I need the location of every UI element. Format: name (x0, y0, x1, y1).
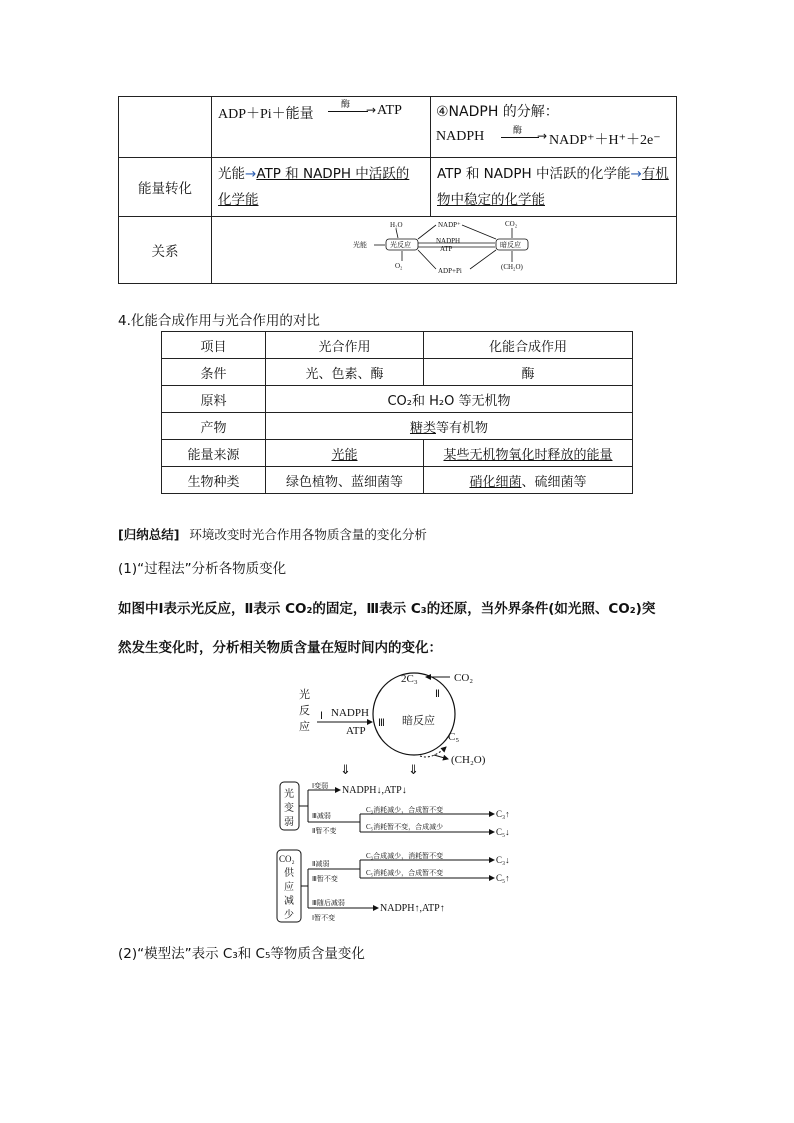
light-energy: 光能 (218, 166, 245, 182)
box2-char: 少 (284, 910, 294, 921)
box1-char: 变 (284, 803, 294, 814)
h2o-arrow (396, 229, 398, 238)
header-chemosynthesis: 化能合成作用 (424, 332, 633, 359)
table-row (162, 359, 633, 386)
diag-atp: ATP (440, 245, 453, 253)
diag-dark-rxn: 暗反应 (500, 241, 521, 249)
cell: 绿色植物、蓝细菌等 (266, 467, 424, 494)
b1-r2: C₅消耗暂不变，合成减少 (366, 823, 444, 831)
b2-r1: C₃合成减少，消耗暂不变 (366, 852, 444, 860)
cell: 某些无机物氧化时释放的能量 (424, 440, 633, 467)
cell (424, 467, 633, 494)
cell: CO₂和 H₂O 等无机物 (266, 386, 633, 413)
arrow-icon: → (245, 166, 257, 182)
cell: 光、色素、酶 (266, 359, 424, 386)
diag-nadph: NADPH (436, 237, 461, 245)
eq-arrow-line (501, 137, 539, 138)
b2-iii: Ⅲ暂不变 (312, 875, 338, 883)
label-guang: 光 (299, 689, 310, 701)
p1-line2: 然发生变化时，分析相关物质含量在短时间内的变化： (118, 640, 442, 656)
b2-i: Ⅰ暂不变 (312, 914, 336, 922)
diag-co2: CO₂ (505, 220, 518, 228)
arrow-icon: → (630, 166, 642, 182)
chem-energy: 化学能 (218, 192, 259, 208)
table-header-row (162, 332, 633, 359)
label-dark: 暗反应 (402, 715, 435, 727)
nadph-title: ④NADPH 的分解： (436, 104, 559, 120)
label-ying: 应 (299, 721, 310, 733)
diag-ch2o: (CH₂O) (501, 263, 523, 271)
b1-r1: C₃消耗减少，合成暂不变 (366, 806, 444, 814)
arrow-head-icon: → (537, 129, 548, 143)
box2-char: 供 (284, 868, 294, 879)
header-photosynthesis: 光合作用 (266, 332, 424, 359)
table1-r1-c3 (431, 97, 677, 158)
label-atp: ATP (346, 725, 366, 737)
relation-diagram-cell (212, 217, 677, 284)
enzyme-label: 酶 (513, 126, 523, 136)
cell: 光能 (266, 440, 424, 467)
enzyme-label: 酶 (341, 100, 351, 110)
diag-h2o: H₂O (390, 221, 403, 229)
process-diagram (270, 664, 520, 936)
ch2o-arrow (434, 755, 448, 759)
stable-chem-energy: 物中稳定的化学能 (437, 192, 545, 208)
b2-ii: Ⅱ减弱 (312, 860, 330, 868)
diag-light-rxn: 光反应 (390, 241, 411, 249)
energy-table (118, 96, 677, 284)
table-row (162, 440, 633, 467)
nadp-return (462, 225, 496, 239)
summary-tag: [归纳总结] (118, 527, 180, 542)
p2-heading: (2)“模型法”表示 C₃和 C₅等物质含量变化 (118, 946, 365, 962)
nadph-eq-right: NADP⁺＋H⁺＋2e⁻ (549, 133, 661, 148)
table-row (162, 413, 633, 440)
cell (266, 413, 633, 440)
nadp-to-light (418, 225, 436, 239)
row-label-relation: 关系 (119, 217, 212, 284)
summary-title: 环境改变时光合作用各物质含量的变化分析 (189, 527, 427, 542)
p1-line1: 如图中Ⅰ表示光反应，Ⅱ表示 CO₂的固定，Ⅲ表示 C₃的还原，当外界条件(如光照、CO₂)突 (118, 601, 656, 617)
b2-o2: C₅↑ (496, 873, 510, 883)
label-c3: 2C₃ (401, 673, 418, 685)
table-row (162, 386, 633, 413)
label-fan: 反 (299, 705, 310, 717)
table1-r1-c2 (212, 97, 431, 158)
label-co2: CO₂ (454, 672, 474, 684)
organic-rest: 等有机物 (436, 420, 489, 436)
label-ch2o: (CH₂O) (451, 754, 486, 766)
box2-char: CO₂ (279, 854, 295, 864)
b1-i: Ⅰ变弱 (312, 782, 329, 790)
atp-eq-left: ADP＋Pi＋能量 (218, 107, 314, 122)
species-rest: 、硫细菌等 (521, 474, 587, 490)
b2-o1: C₃↓ (496, 855, 510, 865)
row-label-energy: 能量转化 (119, 158, 212, 217)
summary-heading (118, 525, 427, 543)
down-arrow-icon: ⇓ (408, 762, 419, 777)
label-ii: Ⅱ (435, 689, 440, 700)
eq-arrow-line (328, 111, 368, 112)
nadph-eq-left: NADPH (436, 129, 485, 144)
b2-r2: C₅消耗减少，合成暂不变 (366, 869, 444, 877)
box1-char: 光 (284, 789, 294, 800)
b2-iii-later: Ⅲ随后减弱 (312, 899, 345, 907)
row-label: 原料 (162, 386, 266, 413)
active-chem-energy: ATP 和 NADPH 中活跃的 (256, 166, 410, 182)
adp-to-light (418, 250, 436, 269)
dashed-arrow (420, 747, 446, 757)
diag-light: 光能 (353, 241, 367, 249)
arrow-head-icon: → (366, 103, 377, 117)
header-item: 项目 (162, 332, 266, 359)
table-row (162, 467, 633, 494)
box2-char: 减 (284, 896, 294, 907)
table1-r2-c3 (431, 158, 677, 217)
table1-r1-c1 (119, 97, 212, 158)
row-label: 生物种类 (162, 467, 266, 494)
b1-o1: C₃↑ (496, 809, 510, 819)
active-chem-energy-2: ATP 和 NADPH 中活跃的化学能 (437, 166, 631, 182)
cell: 酶 (424, 359, 633, 386)
relation-diagram (352, 217, 542, 283)
sugar-label: 糖类 (409, 420, 436, 436)
row-label: 产物 (162, 413, 266, 440)
diag-nadp: NADP⁺ (438, 221, 461, 229)
comparison-table (161, 331, 633, 494)
b1-ii: Ⅱ暂不变 (312, 827, 337, 835)
box1-char: 弱 (284, 817, 294, 828)
diag-o2: O₂ (395, 262, 403, 270)
down-arrow-icon: ⇓ (340, 762, 351, 777)
label-i: Ⅰ (320, 711, 323, 722)
label-nadph: NADPH (331, 707, 369, 719)
label-c5: C₅ (448, 731, 460, 743)
organic-label: 有机 (641, 166, 669, 182)
p1-heading: (1)“过程法”分析各物质变化 (118, 561, 287, 577)
calvin-cycle-circle (373, 673, 455, 755)
b2-result: NADPH↑,ATP↑ (380, 903, 445, 914)
b1-iii: Ⅲ减弱 (312, 812, 331, 820)
b1-i-result: NADPH↓,ATP↓ (342, 785, 407, 796)
row-label: 能量来源 (162, 440, 266, 467)
section4-title: 4.化能合成作用与光合作用的对比 (118, 313, 320, 329)
row-label: 条件 (162, 359, 266, 386)
box2-char: 应 (284, 882, 294, 893)
b1-o2: C₅↓ (496, 827, 510, 837)
adp-return (470, 250, 496, 269)
label-iii: Ⅲ (378, 718, 385, 729)
table1-r2-c2 (212, 158, 431, 217)
atp-eq-right: ATP (377, 103, 402, 118)
diag-adp: ADP+Pi (438, 267, 462, 275)
nitrifying-label: 硝化细菌 (469, 474, 522, 490)
